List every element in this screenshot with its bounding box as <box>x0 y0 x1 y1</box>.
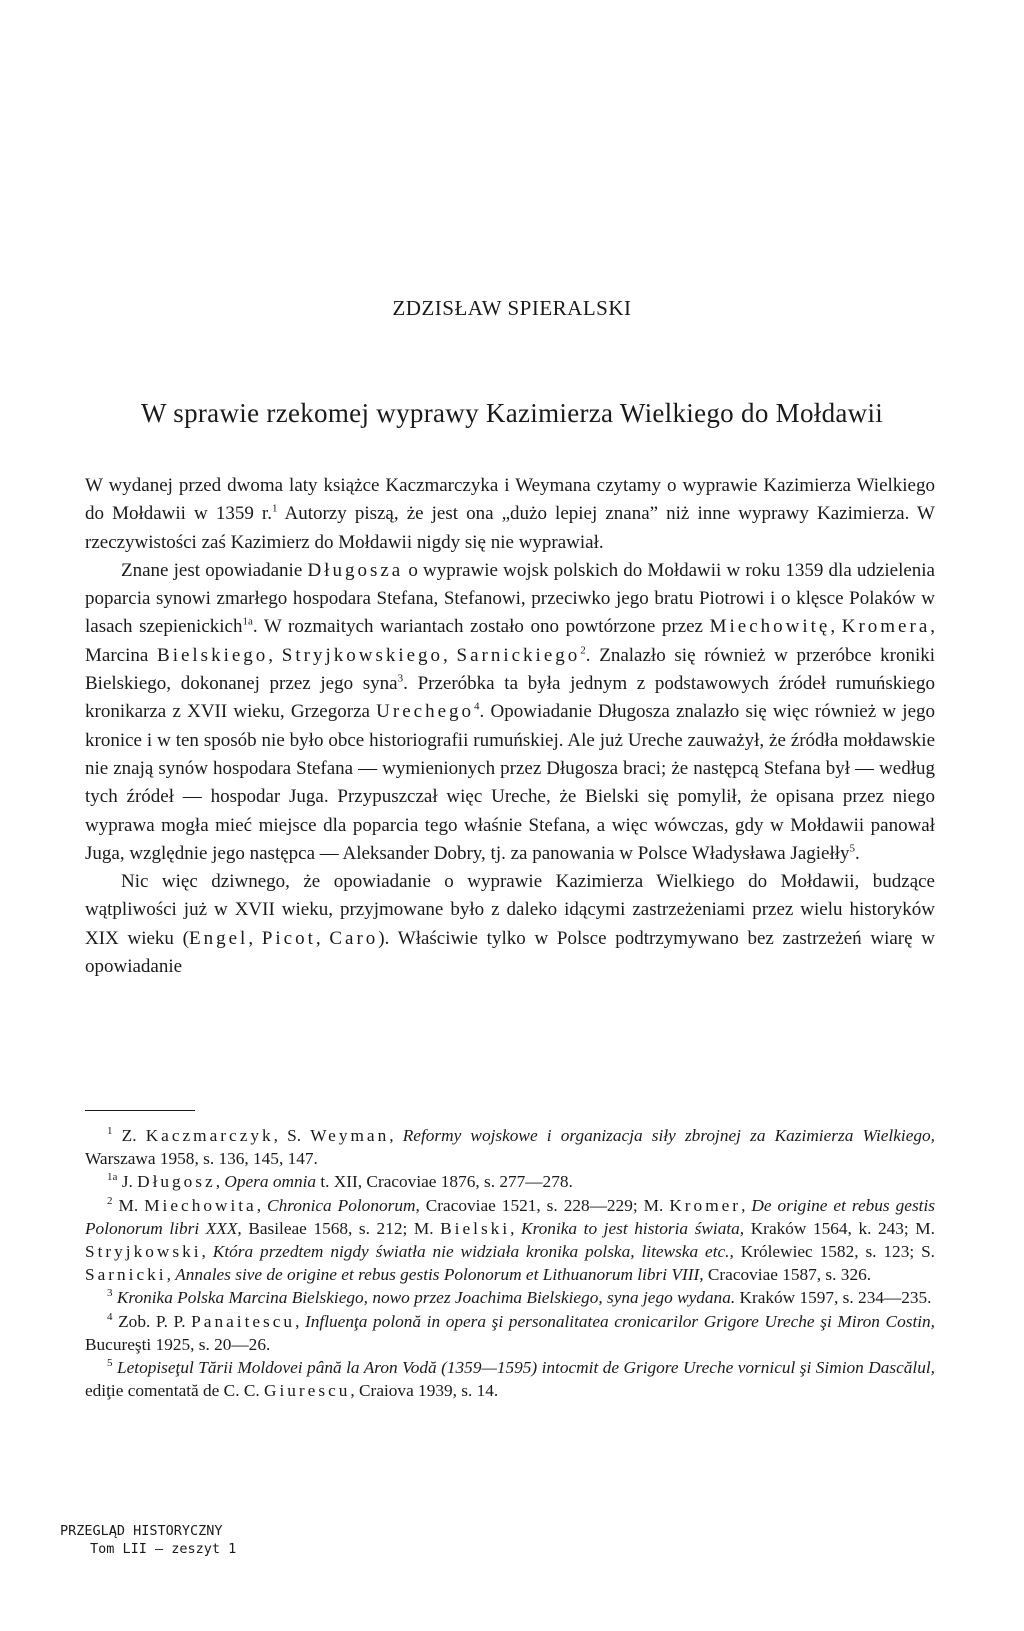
footnote-number: 1 <box>107 1125 113 1138</box>
text: , <box>741 1195 752 1215</box>
spaced-name: Bielskiego <box>157 644 269 666</box>
spaced-name: Stryjkowskiego <box>281 644 444 666</box>
spaced-name: Giurescu <box>264 1381 351 1401</box>
text: , <box>201 1242 213 1262</box>
paragraph <box>85 472 935 557</box>
spaced-name: Długosza <box>307 559 404 581</box>
text: , <box>510 1218 522 1238</box>
text: Warszawa 1958, s. 136, 145, 147. <box>85 1149 318 1169</box>
journal-issue: Tom LII — zeszyt 1 <box>90 1541 237 1557</box>
spaced-name: Engel <box>189 927 249 949</box>
spaced-name: Panaitescu <box>191 1311 296 1331</box>
spaced-name: Stryjkowski <box>85 1242 202 1262</box>
work-title: Influenţa polonă in opera şi personalitatea cronicarilor Grigore Ureche şi Miron Costin, <box>305 1311 936 1331</box>
text: Nic więc dziwnego, że opowiadanie o wyprawie Kazimierza Wielkiego do Mołdawii, budzące wątpliwości już w XVII wieku, przyjmowane było z daleko idącymi zastrzeżeniami przez wielu historyków XIX wieku ( <box>85 871 935 949</box>
work-title: Kronika Polska Marcina Bielskiego, nowo przez Joachima Bielskiego, syna jego wydana. <box>116 1288 736 1308</box>
footnote-number: 5 <box>107 1357 113 1370</box>
spaced-name: Sarnickiego <box>456 644 581 666</box>
text: ). Właściwie tylko w Polsce podtrzymywano bez zastrzeżeń wiarę w opowiadanie <box>85 927 936 978</box>
footnote <box>85 1124 935 1170</box>
text: W wydanej przed dwoma laty książce Kaczmarczyka i Weymana czytamy o wyprawie Kazimierza Wielkiego do Mołdawii w 1359 r. <box>85 475 935 525</box>
author-name: ZDZISŁAW SPIERALSKI <box>392 296 632 320</box>
text: Królewiec 1582, s. 123; S. <box>733 1242 935 1262</box>
work-title: Kronika to jest historia świata, <box>521 1218 745 1238</box>
text: . W rozmaitych wariantach zostało ono powtórzone przez <box>252 616 710 638</box>
spaced-name: Miechowita <box>144 1195 257 1215</box>
footnote-ref[interactable]: 3 <box>397 672 404 685</box>
spaced-name: Miechowitę <box>709 616 831 638</box>
text: Basileae 1568, s. 212; M. <box>241 1218 441 1238</box>
text: , <box>295 1311 306 1331</box>
text: , S. <box>273 1126 311 1145</box>
text: Autorzy piszą, że jest ona „dużo lepiej znana” niż inne wyprawy Kazimierza. W rzeczywistości zaś Kazimierz do Mołdawii nigdy się nie wyprawiał. <box>85 503 935 553</box>
text: , <box>315 927 330 949</box>
footnote-number: 2 <box>107 1194 113 1207</box>
text: , <box>256 1195 268 1215</box>
footnote-ref[interactable]: 1a <box>242 616 253 629</box>
text: Cracoviae 1587, s. 326. <box>703 1265 872 1285</box>
text: t. XII, Cracoviae 1876, s. 277—278. <box>316 1172 573 1192</box>
text: Kraków 1564, k. 243; M. <box>744 1218 935 1238</box>
footnotes <box>85 1124 935 1402</box>
work-title: Chronica Polonorum, <box>267 1195 420 1215</box>
work-title: Opera omnia <box>224 1172 317 1192</box>
text: . Opowiadanie Długosza znalazło się więc również w jego kronice i w ten sposób nie było obce historiografii rumuńskiej. Ale już Ureche zauważył, że źródła mołdawskie nie znają synów hospodara Stefana — wymienionych przez Długosza braci; że następcą Stefana był — według tych źródeł — hospodar Juga. Przypuszczał więc Ureche, że Bielski się pomylił, że opisana przez niego wyprawa mogła mieć miejsce dla poparcia tego właśnie Stefana, a więc wówczas, gdy w Mołdawii panował Juga, względnie jego następca — Aleksander Dobry, tj. za panowania w Polsce Władysława Jagiełły <box>85 701 935 864</box>
text: , <box>389 1126 403 1145</box>
spaced-name: Kaczmarczyk <box>145 1126 274 1145</box>
text: . Przeróbka ta była jednym z podstawowych źródeł rumuńskiego kronikarza z XVII wieku, Grzegorza <box>85 673 935 723</box>
text: . Znalazło się również w przeróbce kroniki Bielskiego, dokonanej przez jego syna <box>85 644 936 695</box>
spaced-name: Kromera <box>841 616 931 638</box>
footnote-number: 3 <box>107 1287 113 1300</box>
text: . <box>855 842 860 864</box>
footnote <box>85 1194 935 1287</box>
spaced-name: Długosz <box>137 1172 216 1192</box>
article-body <box>85 472 935 981</box>
text: , <box>443 644 457 666</box>
article-title: W sprawie rzekomej wyprawy Kazimierza Wielkiego do Mołdawii <box>140 398 884 428</box>
footnote <box>85 1170 935 1193</box>
paragraph <box>85 557 935 868</box>
spaced-name: Caro <box>329 927 379 949</box>
text: , Craiova 1939, s. 14. <box>350 1381 499 1401</box>
spaced-name: Sarnicki <box>85 1265 167 1285</box>
spaced-name: Kromer <box>669 1195 742 1215</box>
footnote-number: 4 <box>107 1310 113 1323</box>
footnote-ref[interactable]: 4 <box>474 701 480 714</box>
text: , Marcina <box>85 616 936 666</box>
footnote-divider <box>85 1110 195 1111</box>
journal-footer <box>60 1522 236 1558</box>
text: Kraków 1597, s. 234—235. <box>735 1288 932 1308</box>
work-title: Letopiseţul Tării Moldovei până la Aron Vodă (1359—1595) intocmit de Grigore Ureche vornicul şi Simion Dascălul, <box>116 1358 935 1378</box>
work-title: Annales sive de origine et rebus gestis Polonorum et Lithuanorum libri VIII, <box>175 1265 704 1285</box>
footnote-ref[interactable]: 5 <box>849 842 856 855</box>
spaced-name: Urechego <box>376 701 475 723</box>
text: Cracoviae 1521, s. 228—229; M. <box>419 1195 670 1215</box>
paragraph <box>85 868 935 981</box>
footnote <box>85 1310 935 1356</box>
text: J. <box>121 1172 138 1192</box>
text: , <box>166 1265 176 1285</box>
text: , <box>215 1172 225 1192</box>
text: Zob. P. P. <box>118 1311 192 1331</box>
work-title: Która przedtem nigdy światła nie widziała kronika polska, litewska etc., <box>212 1242 734 1262</box>
text: , <box>268 644 282 666</box>
footnote-number: 1a <box>107 1171 118 1184</box>
text: , <box>830 616 842 638</box>
work-title: Reformy wojskowe i organizacja siły zbrojnej za Kazimierza Wielkiego, <box>402 1126 935 1145</box>
journal-name: PRZEGLĄD HISTORYCZNY <box>60 1523 223 1539</box>
spaced-name: Picot <box>261 927 316 949</box>
text: M. <box>118 1195 145 1215</box>
text: Bucureşti 1925, s. 20—26. <box>85 1334 271 1354</box>
text: Z. <box>121 1126 146 1145</box>
text: o wyprawie wojsk polskich do Mołdawii w roku 1359 dla udzielenia poparcia synowi zmarłego hospodara Stefana, Stefanowi, przeciwko jego bratu Piotrowi i o klęsce Polaków w lasach szepienickich <box>85 559 935 638</box>
footnote-ref[interactable]: 2 <box>580 644 586 657</box>
text: , <box>248 927 262 949</box>
text: ediţie comentată de C. C. <box>85 1381 264 1401</box>
spaced-name: Weyman <box>310 1126 390 1145</box>
work-title: De origine et rebus gestis Polonorum libri XXX, <box>85 1195 936 1238</box>
footnote-ref[interactable]: 1 <box>271 502 278 515</box>
footnote <box>85 1286 935 1309</box>
footnote <box>85 1356 935 1402</box>
spaced-name: Bielski <box>440 1218 511 1238</box>
text: Znane jest opowiadanie <box>121 559 308 581</box>
